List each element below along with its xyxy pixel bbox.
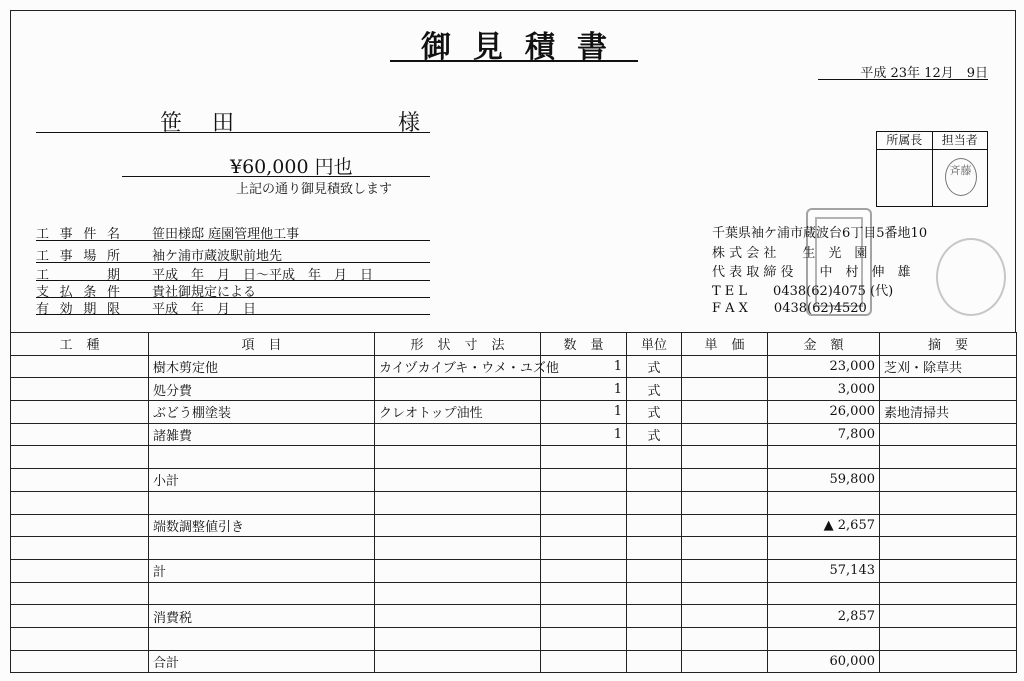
personal-seal-stamp: 斉藤 [945,158,977,196]
cell-quantity [541,582,627,605]
cell-amount: 2,857 [768,605,880,628]
cell-unit: 式 [627,355,682,378]
cell-remarks [880,605,1017,628]
cell-item: 小計 [149,469,375,492]
cell-item [149,627,375,650]
col-header-work-type: 工種 [11,333,149,356]
company-seal-round [936,238,1006,316]
info-value: 平成 年 月 日 [152,302,257,317]
table-header-row [11,333,1017,356]
table-row [11,469,1017,492]
cell-unit-price [682,401,768,424]
company-address: 千葉県袖ケ浦市蔵波台6丁目5番地10 [712,226,928,241]
cell-amount [768,446,880,469]
cell-quantity [541,537,627,560]
table-row [11,559,1017,582]
info-value: 平成 年 月 日～平成 年 月 日 [152,268,374,283]
cell-unit-price [682,469,768,492]
approval-stamp-box [876,131,988,207]
col-header-spec: 形状寸法 [375,333,541,356]
cell-amount: 57,143 [768,559,880,582]
table-row [11,627,1017,650]
approval-cell-staff [932,150,988,206]
cell-unit-price [682,423,768,446]
cell-item: 処分費 [149,378,375,401]
col-header-quantity: 数量 [541,333,627,356]
approval-header-staff: 担当者 [932,132,988,149]
cell-work-type [11,469,149,492]
info-divider [36,262,430,263]
issue-date: 平成 23年 12月 9日 [860,66,988,81]
cell-item: 計 [149,559,375,582]
cell-unit-price [682,446,768,469]
approval-cell-manager [877,150,932,206]
cell-work-type [11,491,149,514]
cell-item: 諸雑費 [149,423,375,446]
cell-item [149,537,375,560]
cell-remarks [880,514,1017,537]
cell-spec [375,605,541,628]
cell-unit-price [682,378,768,401]
amount-note: 上記の通り御見積致します [236,182,393,197]
cell-unit [627,537,682,560]
info-divider [36,240,430,241]
cell-quantity [541,446,627,469]
col-header-remarks: 摘要 [880,333,1017,356]
cell-work-type [11,355,149,378]
cell-amount: 26,000 [768,401,880,424]
info-label: 工事場所 [36,249,120,264]
cell-item: ぶどう棚塗装 [149,401,375,424]
cell-remarks [880,378,1017,401]
amount-underline [122,176,430,177]
info-label: 工期 [36,268,120,283]
col-header-amount: 金額 [768,333,880,356]
cell-spec [375,446,541,469]
cell-unit [627,582,682,605]
info-value: 笹田様邸 庭園管理他工事 [152,227,300,242]
cell-unit [627,605,682,628]
cell-unit-price [682,582,768,605]
cell-work-type [11,401,149,424]
cell-amount [768,537,880,560]
col-header-item: 項目 [149,333,375,356]
table-row [11,446,1017,469]
info-divider [36,314,430,315]
cell-item [149,446,375,469]
cell-remarks [880,491,1017,514]
document-title: 御見積書 [421,30,629,65]
info-value: 貴社御規定による [152,285,257,300]
table-row [11,423,1017,446]
info-label: 工事件名 [36,227,120,242]
cell-spec [375,650,541,673]
company-tel: T E L 0438(62)4075 (代) [712,284,894,299]
company-name: 株 式 会 社 生 光 園 [712,246,868,261]
info-label: 支払条件 [36,285,120,300]
cell-spec [375,514,541,537]
col-header-unit-price: 単価 [682,333,768,356]
cell-unit: 式 [627,378,682,401]
cell-remarks: 芝刈・除草共 [880,355,1017,378]
table-body [11,355,1017,673]
cell-work-type [11,423,149,446]
cell-unit-price [682,559,768,582]
cell-unit [627,514,682,537]
cell-unit [627,469,682,492]
table-row [11,650,1017,673]
cell-item: 合計 [149,650,375,673]
cell-quantity [541,559,627,582]
cell-unit: 式 [627,423,682,446]
cell-remarks [880,423,1017,446]
cell-item [149,491,375,514]
cell-amount [768,491,880,514]
cell-work-type [11,650,149,673]
total-amount: ¥60,000 円也 [230,156,353,178]
cell-unit-price [682,650,768,673]
cell-spec [375,559,541,582]
cell-quantity [541,650,627,673]
cell-work-type [11,605,149,628]
approval-header-manager: 所属長 [886,133,923,147]
cell-spec: カイヅカイブキ・ウメ・ユズ他 [375,355,541,378]
table-row [11,355,1017,378]
cell-remarks [880,582,1017,605]
cell-remarks [880,537,1017,560]
cell-spec [375,378,541,401]
cell-amount [768,627,880,650]
cell-quantity: 1 [541,423,627,446]
cell-quantity [541,491,627,514]
cell-amount: ▲ 2,657 [768,514,880,537]
cell-work-type [11,582,149,605]
cell-remarks [880,446,1017,469]
date-underline [818,79,988,80]
table-row [11,491,1017,514]
cell-quantity [541,469,627,492]
cell-remarks [880,559,1017,582]
cell-unit-price [682,605,768,628]
cell-unit [627,491,682,514]
cell-item: 消費税 [149,605,375,628]
cell-spec [375,627,541,650]
cell-quantity [541,605,627,628]
cell-item [149,582,375,605]
cell-remarks [880,650,1017,673]
cell-spec [375,537,541,560]
cell-amount: 59,800 [768,469,880,492]
cell-quantity [541,514,627,537]
cell-quantity: 1 [541,355,627,378]
col-header-unit: 単位 [627,333,682,356]
cell-item: 端数調整値引き [149,514,375,537]
cell-remarks: 素地清掃共 [880,401,1017,424]
cell-work-type [11,627,149,650]
company-fax: F A X 0438(62)4520 [712,301,867,316]
table-row [11,401,1017,424]
cell-unit [627,446,682,469]
info-label: 有効期限 [36,302,120,317]
estimate-items-table [10,332,1017,673]
cell-unit-price [682,514,768,537]
cell-item: 樹木剪定他 [149,355,375,378]
addressee-honorific: 様 [398,111,421,136]
cell-quantity [541,627,627,650]
table-row [11,537,1017,560]
cell-work-type [11,446,149,469]
cell-unit-price [682,355,768,378]
addressee-underline [36,132,430,133]
title-underline [390,60,638,62]
cell-unit-price [682,491,768,514]
cell-amount: 7,800 [768,423,880,446]
cell-spec [375,469,541,492]
cell-amount: 23,000 [768,355,880,378]
addressee-name: 笹田 [160,111,265,136]
cell-quantity: 1 [541,401,627,424]
table-row [11,582,1017,605]
company-representative: 代 表 取 締 役 中 村 伸 雄 [712,265,911,280]
cell-remarks [880,627,1017,650]
cell-unit [627,650,682,673]
cell-work-type [11,537,149,560]
cell-spec: クレオトップ油性 [375,401,541,424]
cell-unit: 式 [627,401,682,424]
cell-work-type [11,559,149,582]
cell-amount [768,582,880,605]
cell-remarks [880,469,1017,492]
cell-unit-price [682,627,768,650]
table-row [11,605,1017,628]
cell-unit [627,559,682,582]
cell-work-type [11,514,149,537]
cell-spec [375,491,541,514]
table-row [11,378,1017,401]
cell-amount: 60,000 [768,650,880,673]
cell-work-type [11,378,149,401]
cell-amount: 3,000 [768,378,880,401]
cell-spec [375,582,541,605]
table-row [11,514,1017,537]
cell-unit-price [682,537,768,560]
cell-unit [627,627,682,650]
cell-quantity: 1 [541,378,627,401]
cell-spec [375,423,541,446]
info-value: 袖ケ浦市蔵波駅前地先 [152,249,283,264]
